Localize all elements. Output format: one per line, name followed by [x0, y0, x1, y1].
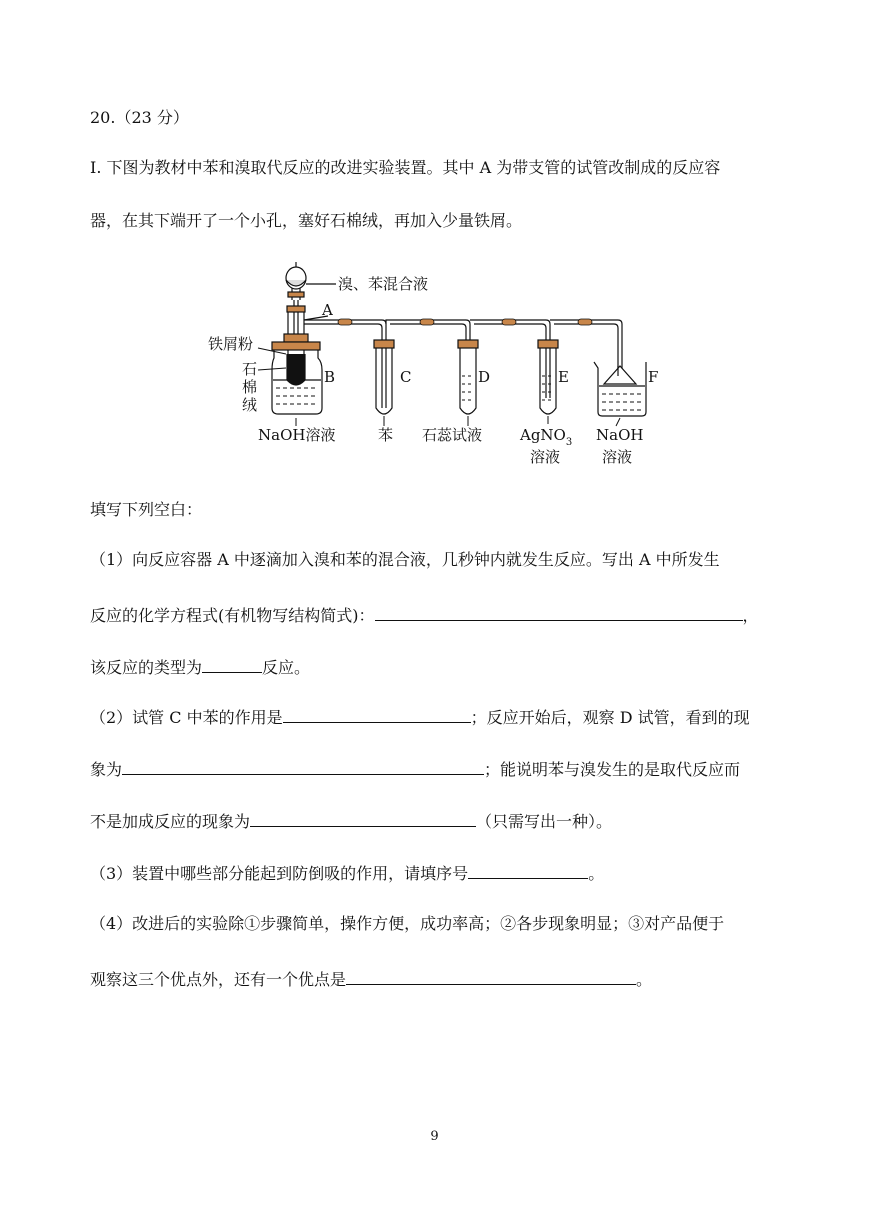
q2-line-2 [90, 758, 740, 780]
test-tube-c [374, 340, 394, 414]
test-tube-e [538, 340, 558, 414]
q4-line-2 [90, 968, 652, 990]
q1-line-1: （1）向反应容器 A 中逐滴加入溴和苯的混合液，几秒钟内就发生反应。写出 A 中所发生 [90, 550, 720, 569]
intro-line-2: 器，在其下端开了一个小孔，塞好石棉绒，再加入少量铁屑。 [90, 211, 523, 230]
test-tube-d [458, 340, 478, 414]
q2-substitution-evidence-blank[interactable] [250, 810, 476, 827]
q4-line-2-pre: 观察这三个优点外，还有一个优点是 [90, 970, 347, 989]
label-iron-powder: 铁屑粉 [208, 335, 254, 353]
q2-line-2-pre: 象为 [90, 760, 123, 779]
q2-line-3 [90, 810, 612, 832]
instructions: 填写下列空白： [90, 500, 203, 519]
label-asbestos-3: 绒 [242, 396, 258, 414]
q3-line [90, 862, 604, 884]
q1-line-2-end: ， [742, 606, 759, 625]
caption-e: AgNO$_3$ [520, 426, 573, 448]
caption-f-line-1: NaOH [596, 426, 644, 444]
q1-line-3-post: 反应。 [262, 658, 311, 677]
q1-line-3 [90, 656, 310, 678]
q4-line-1: （4）改进后的实验除①步骤简单，操作方便，成功率高；②各步现象明显；③对产品便于 [90, 914, 725, 933]
q3-anti-suckback-blank[interactable] [468, 862, 588, 879]
caption-e-line-2: 溶液 [530, 448, 561, 466]
q2-line-1-post: ；反应开始后，观察 D 试管，看到的现 [470, 708, 750, 727]
question-number: 20.（23 分） [90, 108, 189, 127]
q2-line-3-pre: 不是加成反应的现象为 [90, 812, 251, 831]
beaker-f [594, 362, 646, 416]
q1-line-2-text: 反应的化学方程式(有机物写结构简式)： [90, 606, 375, 625]
label-b: B [324, 368, 336, 386]
funnel-label: 溴、苯混合液 [338, 275, 429, 293]
label-asbestos-2: 棉 [242, 378, 258, 396]
label-asbestos-1: 石 [242, 360, 258, 378]
q2-line-1-pre: （2）试管 C 中苯的作用是 [90, 708, 283, 727]
connecting-tubes [304, 320, 622, 408]
caption-b: NaOH溶液 [258, 426, 336, 444]
apparatus-diagram [200, 258, 670, 473]
q2-line-2-post: ；能说明苯与溴发生的是取代反应而 [484, 760, 741, 779]
q3-pre: （3）装置中哪些部分能起到防倒吸的作用，请填序号 [90, 864, 469, 883]
label-e: E [558, 368, 569, 386]
q3-post: 。 [588, 864, 605, 883]
q2-benzene-role-blank[interactable] [283, 706, 471, 723]
label-a: A [322, 301, 333, 319]
label-d: D [478, 368, 491, 386]
caption-c: 苯 [378, 426, 394, 444]
q1-line-3-pre: 该反应的类型为 [90, 658, 203, 677]
pointer-lines [296, 416, 620, 426]
q4-line-2-post: 。 [636, 970, 653, 989]
caption-d: 石蕊试液 [422, 426, 483, 444]
q1-line-2 [90, 604, 759, 626]
q2-phenomenon-blank[interactable] [122, 758, 484, 775]
intro-line-1: I. 下图为教材中苯和溴取代反应的改进实验装置。其中 A 为带支管的试管改制成的反应容 [90, 158, 721, 177]
label-c: C [400, 368, 412, 386]
caption-f-line-2: 溶液 [602, 448, 633, 466]
label-f: F [648, 368, 659, 386]
q4-advantage-blank[interactable] [346, 968, 636, 985]
q1-reaction-type-blank[interactable] [202, 656, 262, 673]
q2-line-3-post: （只需写出一种）。 [476, 812, 613, 831]
q2-line-1 [90, 706, 750, 728]
page-number: 9 [430, 1129, 439, 1144]
q1-equation-blank[interactable] [375, 604, 743, 621]
